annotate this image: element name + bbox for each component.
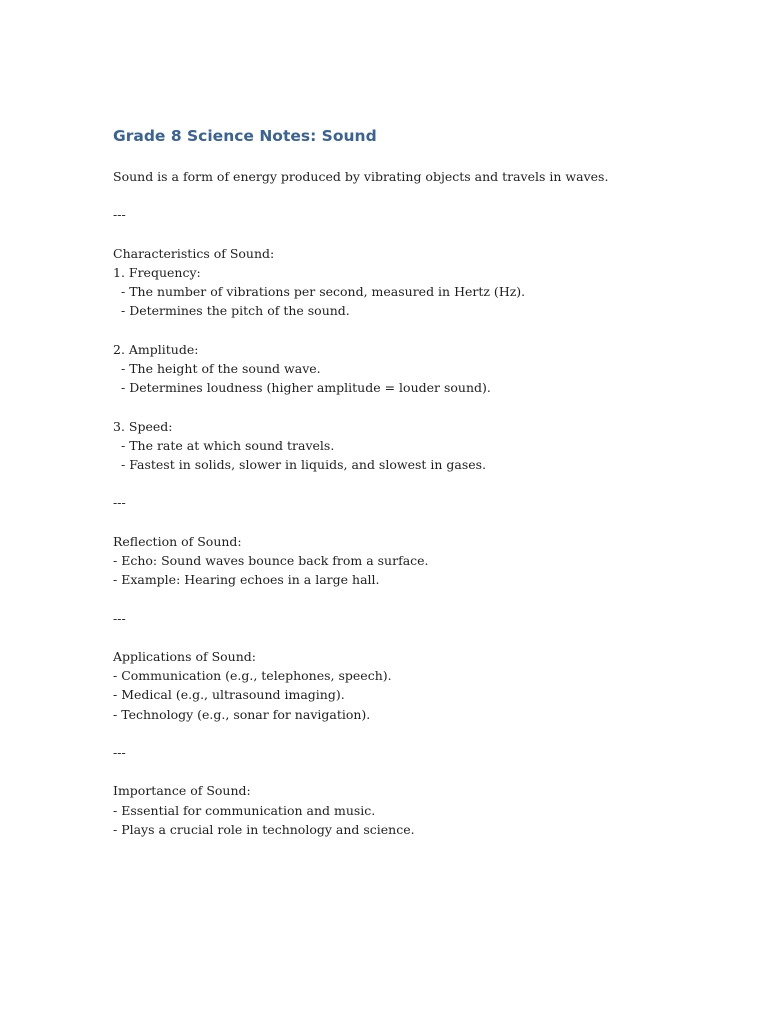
spacer [113, 513, 713, 532]
list-item: - Determines the pitch of the sound. [121, 303, 350, 319]
list-item: - Technology (e.g., sonar for navigation). [113, 706, 371, 722]
list-item: - The rate at which sound travels. [121, 437, 335, 453]
list-item: - Echo: Sound waves bounce back from a surface. [113, 552, 429, 568]
spacer [113, 225, 713, 244]
list-item: - Fastest in solids, slower in liquids, and slowest in gases. [121, 456, 487, 472]
section-heading-reflection: Reflection of Sound: [113, 533, 242, 549]
spacer [113, 474, 713, 493]
item-label-amplitude: 2. Amplitude: [113, 341, 199, 357]
list-item: - Determines loudness (higher amplitude = louder sound). [121, 380, 491, 396]
spacer [113, 186, 713, 205]
spacer [113, 321, 713, 340]
document-title: Grade 8 Science Notes: Sound [113, 127, 377, 145]
separator: --- [113, 207, 126, 223]
spacer [113, 628, 713, 647]
separator: --- [113, 610, 126, 626]
list-item: - Plays a crucial role in technology and science. [113, 821, 415, 837]
document-content [113, 125, 713, 839]
section-heading-importance: Importance of Sound: [113, 783, 251, 799]
list-item: - Example: Hearing echoes in a large hall. [113, 572, 380, 588]
list-item: - Essential for communication and music. [113, 802, 376, 818]
list-item: - The height of the sound wave. [121, 360, 321, 376]
spacer [113, 589, 713, 608]
spacer [113, 762, 713, 781]
intro-paragraph: Sound is a form of energy produced by vibrating objects and travels in waves. [113, 169, 609, 184]
list-item: - The number of vibrations per second, measured in Hertz (Hz). [121, 284, 526, 300]
item-label-frequency: 1. Frequency: [113, 264, 201, 280]
section-heading-applications: Applications of Sound: [113, 648, 256, 664]
list-item: - Medical (e.g., ultrasound imaging). [113, 687, 345, 703]
section-heading-characteristics: Characteristics of Sound: [113, 245, 275, 261]
list-item: - Communication (e.g., telephones, speech). [113, 668, 392, 684]
separator: --- [113, 495, 126, 511]
spacer [113, 724, 713, 743]
item-label-speed: 3. Speed: [113, 418, 173, 434]
spacer [113, 397, 713, 416]
separator: --- [113, 744, 126, 760]
